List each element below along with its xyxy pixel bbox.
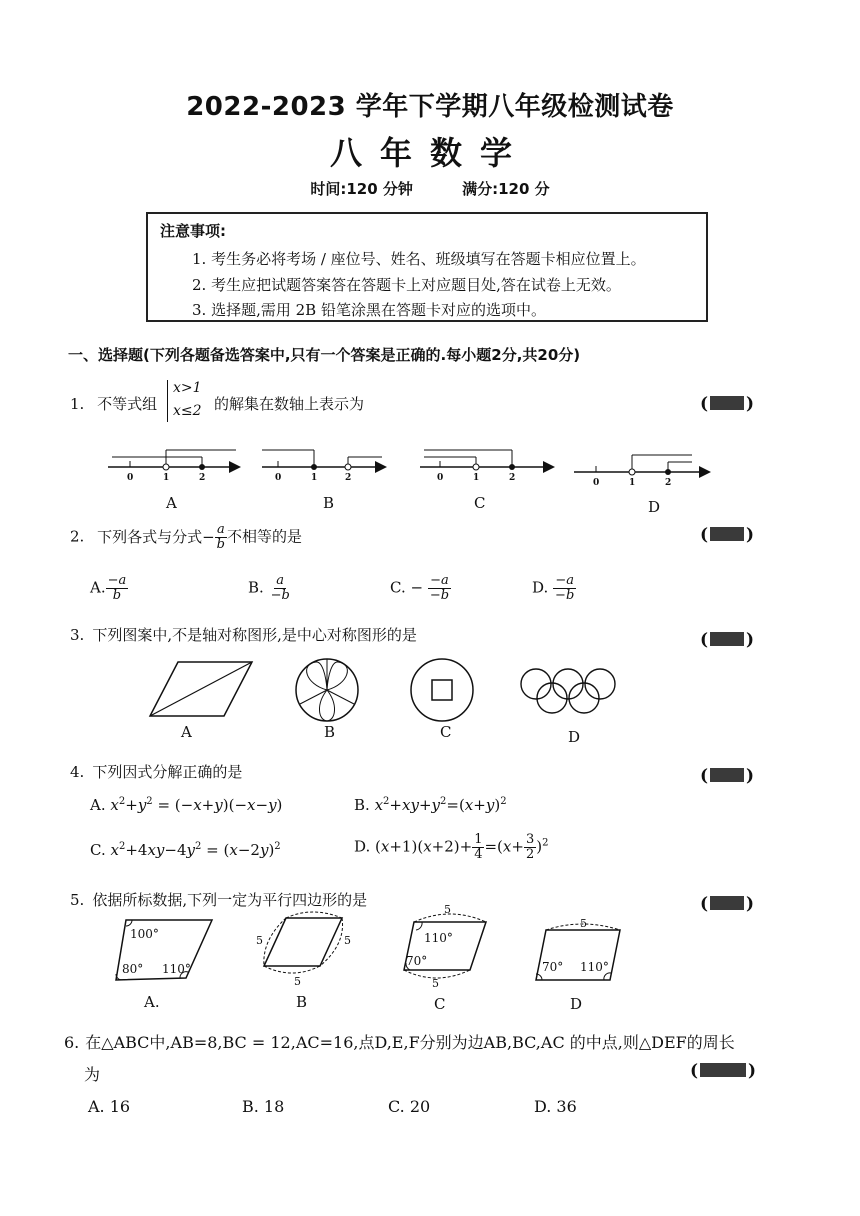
section-heading: 一、选择题(下列各题备选答案中,只有一个答案是正确的.每小题2分,共20分) — [68, 346, 581, 364]
subject-title: 八年数学 — [329, 134, 530, 172]
tick-label: 1 — [629, 478, 636, 488]
angle-label: 70° — [406, 954, 428, 968]
q5-option-c[interactable]: C — [434, 995, 446, 1013]
q2-option-d[interactable]: D. $\frac{-a}{-b}$ — [532, 573, 575, 603]
q1-option-b[interactable]: B — [323, 494, 335, 512]
q6-option-b[interactable]: B. 18 — [242, 1097, 285, 1116]
exam-title: 2022-2023 学年下学期八年级检测试卷 — [186, 92, 674, 122]
question-5: 5. 依据所标数据,下列一定为平行四边形的是 — [70, 891, 368, 909]
tick-label: 0 — [275, 473, 282, 483]
q3-option-a[interactable]: A — [181, 723, 192, 741]
question-2: 2. 下列各式与分式− $\frac{a}{b}$ 不相等的是 — [70, 522, 303, 552]
q5-option-d[interactable]: D — [570, 995, 583, 1013]
tick-label: 0 — [127, 473, 134, 483]
q4-option-b[interactable]: B. $x^2+xy+y^2=(x+y)^2$ — [354, 796, 507, 814]
q2-fraction: $\frac{a}{b}$ — [216, 522, 225, 552]
side-label: 5 — [256, 934, 263, 947]
notice-item-1: 1. 考生务必将考场 / 座位号、姓名、班级填写在答题卡相应位置上。 — [192, 250, 646, 268]
q4-option-d[interactable]: D. (x+1)(x+2)+ $\frac{1}{4}$ =(x+ $\frac{3}{2}$ )$^2$ — [354, 832, 549, 862]
tick-label: 0 — [437, 473, 444, 483]
answer-bracket-q3[interactable]: ( ) — [700, 630, 755, 650]
tick-label: 2 — [665, 478, 672, 488]
side-label: 5 — [432, 977, 439, 990]
answer-bracket-q2[interactable]: ( ) — [700, 525, 755, 545]
q1-condition-1: x>1 — [173, 380, 202, 396]
q3-option-c[interactable]: C — [440, 723, 452, 741]
q6-option-a[interactable]: A. 16 — [88, 1097, 131, 1116]
side-label: 5 — [444, 903, 451, 916]
q1-condition-2: x≤2 — [173, 403, 202, 419]
q3-option-d[interactable]: D — [568, 728, 581, 746]
exam-time: 时间:120 分钟 — [310, 180, 413, 198]
angle-label: 110° — [162, 962, 191, 976]
tick-label: 2 — [199, 473, 206, 483]
side-label: 5 — [344, 934, 351, 947]
full-score: 满分:120 分 — [462, 180, 550, 198]
tick-label: 2 — [345, 473, 352, 483]
angle-label: 110° — [580, 960, 609, 974]
question-6: 6. 在△ABC中,AB=8,BC = 12,AC=16,点D,E,F分别为边AB,BC,AC 的中点,则△DEF的周长 — [64, 1033, 735, 1052]
side-label: 5 — [294, 975, 301, 988]
q4-option-a[interactable]: A. $x^2+y^2 = (-x+y)(-x-y)$ — [90, 796, 283, 814]
side-label: 5 — [580, 917, 587, 930]
q2-option-a[interactable]: A. $\frac{-a}{b}$ — [90, 573, 127, 603]
tick-label: 1 — [163, 473, 170, 483]
q4-option-c[interactable]: C. $x^2+4xy-4y^2 = (x-2y)^2$ — [90, 841, 281, 859]
q6-option-c[interactable]: C. 20 — [388, 1097, 431, 1116]
angle-label: 70° — [542, 960, 564, 974]
tick-label: 0 — [593, 478, 600, 488]
tick-label: 2 — [509, 473, 516, 483]
tick-label: 1 — [311, 473, 318, 483]
q6-option-d[interactable]: D. 36 — [534, 1097, 577, 1116]
tick-label: 1 — [473, 473, 480, 483]
q5-option-b[interactable]: B — [296, 993, 308, 1011]
q1-option-c[interactable]: C — [474, 494, 486, 512]
answer-bracket-q5[interactable]: ( ) — [700, 894, 755, 914]
question-4: 4. 下列因式分解正确的是 — [70, 763, 243, 781]
answer-bracket-q1[interactable]: ( ) — [700, 394, 755, 414]
q2-option-b[interactable]: B. $\frac{a}{-b}$ — [248, 573, 290, 603]
answer-bracket-q4[interactable]: ( ) — [700, 766, 755, 786]
q5-figure-b — [264, 912, 343, 973]
notice-item-2: 2. 考生应把试题答案答在答题卡上对应题目处,答在试卷上无效。 — [192, 276, 621, 294]
q1-option-a[interactable]: A — [166, 494, 177, 512]
q3-option-b[interactable]: B — [324, 723, 336, 741]
q1-suffix: 的解集在数轴上表示为 — [214, 395, 365, 413]
question-1: 1. 不等式组 — [70, 395, 158, 413]
angle-label: 110° — [424, 931, 453, 945]
q5-figure-c — [404, 914, 486, 978]
angle-label: 80° — [122, 962, 144, 976]
question-6-cont: 为 — [84, 1065, 101, 1084]
q2-option-c[interactable]: C. − $\frac{-a}{-b}$ — [390, 573, 450, 603]
q1-option-d[interactable]: D — [648, 498, 661, 516]
q5-option-a[interactable]: A. — [144, 993, 160, 1011]
angle-label: 100° — [130, 927, 159, 941]
answer-bracket-q6[interactable]: ( ) — [690, 1061, 757, 1081]
notice-item-3: 3. 选择题,需用 2B 铅笔涂黑在答题卡对应的选项中。 — [192, 301, 546, 319]
question-3: 3. 下列图案中,不是轴对称图形,是中心对称图形的是 — [70, 626, 417, 644]
notice-heading: 注意事项: — [160, 222, 226, 240]
